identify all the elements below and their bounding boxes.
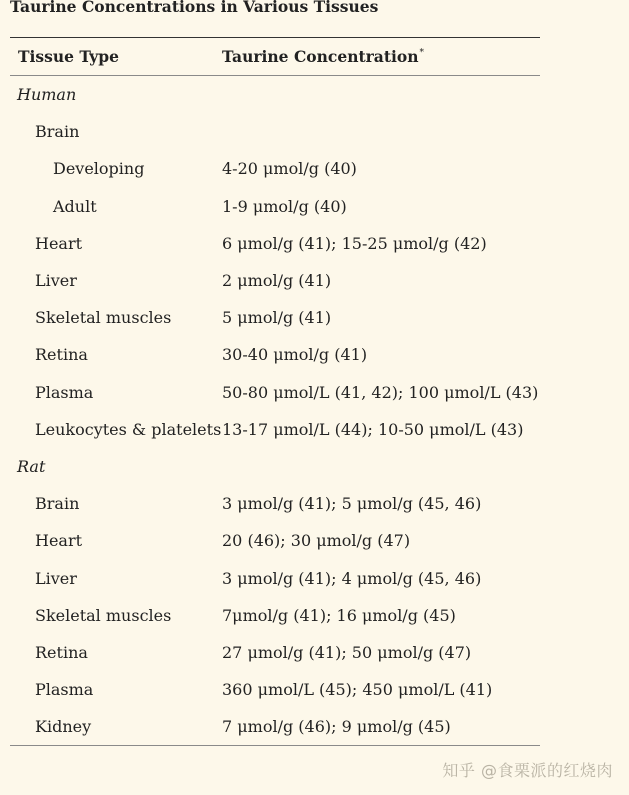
- concentration-value: 3 μmol/g (41); 4 μmol/g (45, 46): [222, 568, 482, 588]
- tissue-label: Brain: [35, 494, 80, 514]
- group-label: Rat: [17, 456, 46, 476]
- group-row-rat: [10, 448, 540, 485]
- table-bottom-rule: [10, 745, 540, 746]
- tissue-label: Leukocytes & platelets: [35, 419, 222, 439]
- table-row: [10, 485, 540, 522]
- concentration-value: 1-9 μmol/g (40): [222, 196, 347, 216]
- table-row: [10, 411, 540, 448]
- table-row: [10, 522, 540, 559]
- taurine-table: [10, 37, 540, 746]
- table-caption: Taurine Concentrations in Various Tissues: [10, 0, 379, 16]
- concentration-value: 2 μmol/g (41): [222, 271, 332, 291]
- tissue-label: Plasma: [35, 382, 94, 402]
- tissue-label: Brain: [35, 122, 80, 142]
- tissue-label: Kidney: [35, 717, 92, 737]
- header-taurine-concentration: [222, 47, 540, 66]
- concentration-value: 4-20 μmol/g (40): [222, 159, 357, 179]
- table-row: [10, 671, 540, 708]
- table-header: [10, 38, 540, 75]
- concentration-value: 7 μmol/g (46); 9 μmol/g (45): [222, 717, 451, 737]
- table-row: [10, 262, 540, 299]
- table-row: [10, 225, 540, 262]
- tissue-label: Plasma: [35, 680, 94, 700]
- concentration-value: 6 μmol/g (41); 15-25 μmol/g (42): [222, 233, 487, 253]
- concentration-value: 13-17 μmol/L (44); 10-50 μmol/L (43): [222, 419, 524, 439]
- concentration-value: 5 μmol/g (41): [222, 308, 332, 328]
- table-row: [10, 374, 540, 411]
- table-row: [10, 597, 540, 634]
- concentration-value: 30-40 μmol/g (41): [222, 345, 368, 365]
- table-row: [10, 708, 540, 745]
- tissue-label: Retina: [35, 642, 88, 662]
- header-tissue-type: Tissue Type: [18, 47, 119, 66]
- tissue-label: Heart: [35, 531, 83, 551]
- table-row: [10, 559, 540, 596]
- table-row: [10, 634, 540, 671]
- concentration-value: 7μmol/g (41); 16 μmol/g (45): [222, 605, 456, 625]
- tissue-label: Adult: [53, 196, 97, 216]
- table-row: [10, 113, 540, 150]
- table-row: [10, 150, 540, 187]
- concentration-value: 20 (46); 30 μmol/g (47): [222, 531, 411, 551]
- group-label: Human: [17, 85, 77, 105]
- group-row-human: [10, 76, 540, 113]
- concentration-value: 3 μmol/g (41); 5 μmol/g (45, 46): [222, 494, 482, 514]
- table-row: [10, 188, 540, 225]
- tissue-label: Retina: [35, 345, 88, 365]
- concentration-value: 360 μmol/L (45); 450 μmol/L (41): [222, 680, 493, 700]
- header-concentration-label: Taurine Concentration: [222, 47, 419, 66]
- table-row: [10, 336, 540, 373]
- table-row: [10, 299, 540, 336]
- concentration-value: 27 μmol/g (41); 50 μmol/g (47): [222, 642, 472, 662]
- footnote-mark: *: [419, 48, 424, 58]
- tissue-label: Skeletal muscles: [35, 308, 172, 328]
- tissue-label: Liver: [35, 568, 77, 588]
- tissue-label: Liver: [35, 271, 77, 291]
- watermark-text: 知乎 @食栗派的红烧肉: [442, 761, 613, 780]
- concentration-value: 50-80 μmol/L (41, 42); 100 μmol/L (43): [222, 382, 539, 402]
- tissue-label: Skeletal muscles: [35, 605, 172, 625]
- tissue-label: Heart: [35, 233, 83, 253]
- tissue-label: Developing: [53, 159, 145, 179]
